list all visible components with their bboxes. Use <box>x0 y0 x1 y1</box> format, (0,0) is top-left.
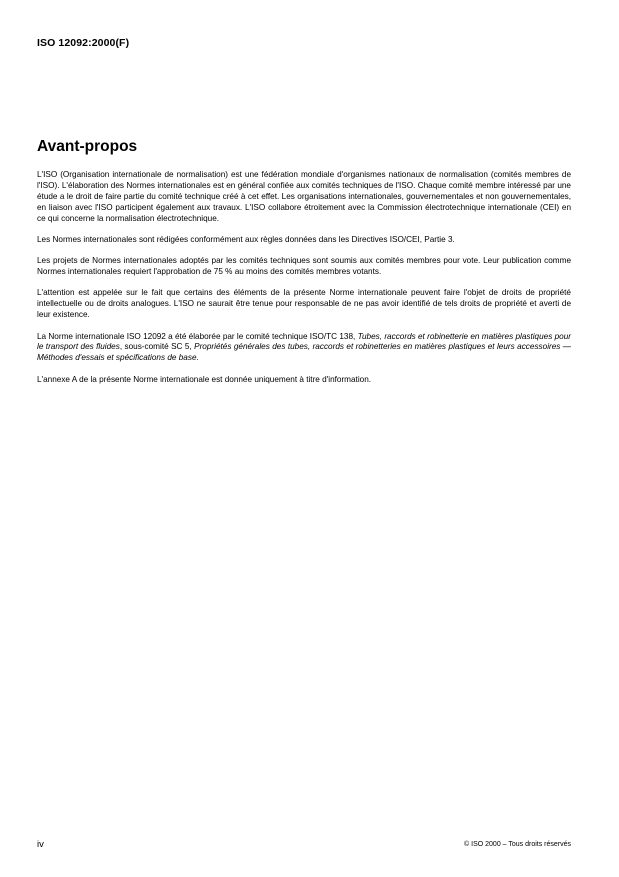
paragraph-patent-rights: L'attention est appelée sur le fait que certains des éléments de la présente Norme internationale peuvent faire l'objet de droits de propriété intellectuelle ou de droits analogues. L'ISO ne saurait être tenue pour responsable de ne pas avoir identifié de tels droits de propriété et averti de leur existence. <box>37 288 571 320</box>
section-title: Avant-propos <box>37 138 138 155</box>
committee-text-part1: La Norme internationale ISO 12092 a été élaborée par le comité technique ISO/TC 138, <box>37 331 358 341</box>
paragraph-directives: Les Normes internationales sont rédigées conformément aux règles données dans les Directives ISO/CEI, Partie 3. <box>37 234 455 244</box>
paragraph-iso-organisation: L'ISO (Organisation internationale de normalisation) est une fédération mondiale d'organismes nationaux de normalisation (comités membres de l'ISO). L'élaboration des Normes internationales est en général confiée aux comités techniques de l'ISO. Chaque comité membre intéressé par une étude a le droit de faire partie du comité technique créé à cet effet. Les organisations internationales, gouvernementales et non gouvernementales, en liaison avec l'ISO participent également aux travaux. L'ISO collabore étroitement avec la Commission électrotechnique internationale (CEI) en ce qui concerne la normalisation électrotechnique. <box>37 170 571 223</box>
committee-title-sc5: Propriétés générales des tubes, raccords et robinetteries en matières plastiques et leurs accessoires — Méthodes d'essais et spécifications de base <box>37 342 571 363</box>
paragraph-annex: L'annexe A de la présente Norme internationale est donnée uniquement à titre d'information. <box>37 374 372 384</box>
foreword-body <box>37 170 571 396</box>
committee-text-part2: , sous-comité SC 5, <box>119 342 195 352</box>
paragraph-committee <box>37 332 571 365</box>
committee-text-part3: . <box>196 353 199 363</box>
document-id-header: ISO 12092:2000(F) <box>37 37 130 49</box>
committee-title-tc138: Tubes, raccords et robinetterie en matières plastiques pour le transport des fluides <box>37 331 571 352</box>
paragraph-voting: Les projets de Normes internationales adoptés par les comités techniques sont soumis aux comités membres pour vote. Leur publication comme Normes internationales requiert l'approbation de 75 % au moins des comités membres votants. <box>37 256 571 277</box>
page-number: iv <box>37 839 44 850</box>
copyright-notice: © ISO 2000 – Tous droits réservés <box>464 841 571 848</box>
